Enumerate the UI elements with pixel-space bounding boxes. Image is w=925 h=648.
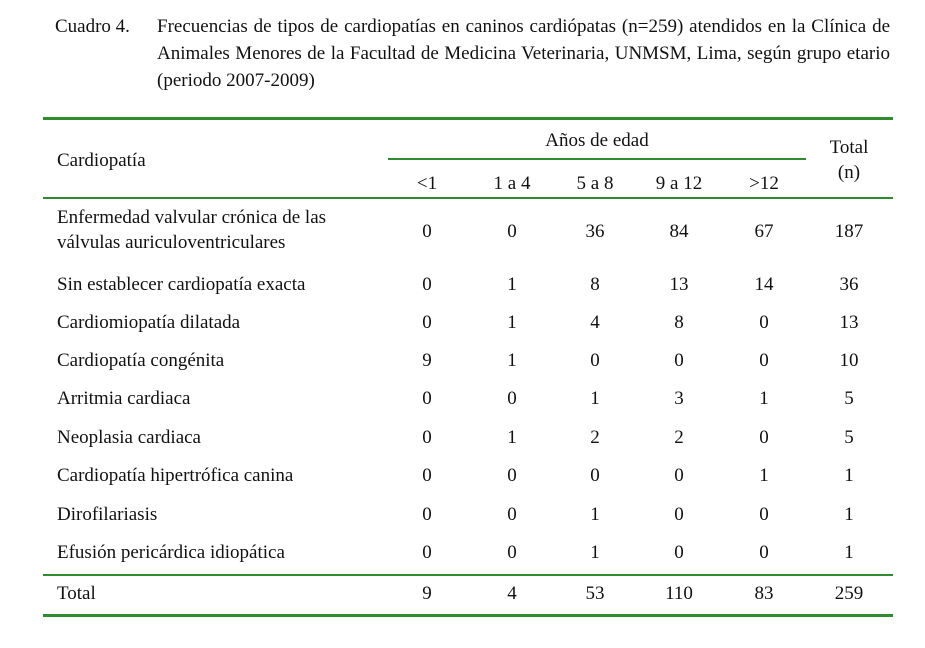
table-cell: 13	[669, 274, 689, 295]
table-cell: 1	[590, 388, 600, 409]
table-cell: 0	[590, 465, 600, 486]
total-cell: 83	[754, 583, 774, 604]
table-cell: 1	[759, 465, 769, 486]
age-group-header: Años de edad	[545, 130, 649, 151]
total-header-unit: (n)	[837, 162, 861, 183]
grand-total-cell: 259	[834, 583, 864, 604]
table-cell: 0	[590, 350, 600, 371]
table-cell: 84	[669, 221, 689, 242]
row-name: Neoplasia cardiaca	[57, 427, 201, 448]
table-cell: 0	[759, 427, 769, 448]
table-cell: 0	[507, 465, 517, 486]
header-bottom-rule	[43, 197, 893, 199]
row-name: Efusión pericárdica idiopática	[57, 542, 285, 563]
table-bottom-rule	[43, 614, 893, 617]
table-cell: 0	[759, 312, 769, 333]
row-name: Sin establecer cardiopatía exacta	[57, 274, 306, 295]
table-cell: 0	[507, 221, 517, 242]
table-cell: 1	[507, 312, 517, 333]
table-cell-total: 5	[844, 388, 854, 409]
table-cell: 0	[422, 542, 432, 563]
total-cell: 9	[422, 583, 432, 604]
table-cell: 0	[674, 350, 684, 371]
table-cell-total: 5	[844, 427, 854, 448]
table-cell-total: 10	[839, 350, 859, 371]
table-cell-total: 1	[844, 465, 854, 486]
table-cell: 1	[507, 274, 517, 295]
table-cell: 0	[759, 350, 769, 371]
total-cell: 53	[585, 583, 605, 604]
table-cell: 9	[422, 350, 432, 371]
table-cell-total: 1	[844, 542, 854, 563]
table-cell: 0	[422, 427, 432, 448]
table-cell-total: 187	[834, 221, 864, 242]
table-top-rule	[43, 117, 893, 120]
table-cell: 0	[422, 388, 432, 409]
table-cell: 0	[422, 504, 432, 525]
table-cell: 67	[754, 221, 774, 242]
table-cell: 0	[507, 388, 517, 409]
total-cell: 110	[665, 583, 693, 604]
caption-text: Frecuencias de tipos de cardiopatías en caninos cardiópatas (n=259) atendidos en la Clínica de Animales Menores de la Facultad de Medicina Veterinaria, UNMSM, Lima, según grupo etario (periodo 2007-2009)	[157, 16, 890, 91]
row-name: Cardiopatía congénita	[57, 350, 225, 371]
total-separator-rule	[43, 574, 893, 576]
total-cell: 4	[507, 583, 517, 604]
table-cell: 0	[422, 274, 432, 295]
row-name: Cardiomiopatía dilatada	[57, 312, 241, 333]
age-group-lt1: <1	[416, 173, 438, 194]
table-cell: 2	[590, 427, 600, 448]
table-cell: 1	[507, 427, 517, 448]
table-cell-total: 1	[844, 504, 854, 525]
table-cell: 0	[422, 465, 432, 486]
table-cell: 4	[590, 312, 600, 333]
table-cell: 0	[422, 312, 432, 333]
row-name: Arritmia cardiaca	[57, 388, 191, 409]
table-cell: 0	[422, 221, 432, 242]
table-cell: 1	[759, 388, 769, 409]
table-cell: 3	[674, 388, 684, 409]
age-group-gt12: >12	[749, 173, 779, 194]
table-cell: 0	[759, 542, 769, 563]
row-name: Cardiopatía hipertrófica canina	[57, 465, 294, 486]
table-cell: 0	[674, 504, 684, 525]
table-cell-total: 13	[839, 312, 859, 333]
total-header: Total	[829, 137, 869, 158]
row-name-continued: válvulas auriculoventriculares	[57, 232, 286, 253]
table-cell: 1	[590, 542, 600, 563]
age-group-5-8: 5 a 8	[576, 173, 614, 194]
total-row-label: Total	[57, 583, 96, 604]
row-name: Enfermedad valvular crónica de las	[57, 207, 327, 228]
table-cell: 0	[507, 504, 517, 525]
age-group-9-12: 9 a 12	[655, 173, 703, 194]
row-header-cardiopatia: Cardiopatía	[57, 150, 146, 171]
table-cell: 0	[759, 504, 769, 525]
table-cell: 2	[674, 427, 684, 448]
table-cell: 8	[674, 312, 684, 333]
table-cell: 8	[590, 274, 600, 295]
table-cell: 0	[674, 542, 684, 563]
table-cell: 14	[754, 274, 774, 295]
age-group-rule	[388, 158, 806, 160]
table-cell: 1	[590, 504, 600, 525]
table-cell: 36	[585, 221, 605, 242]
table-cell: 1	[507, 350, 517, 371]
caption-label: Cuadro 4.	[55, 16, 130, 37]
age-group-1-4: 1 a 4	[493, 173, 531, 194]
table-caption	[55, 13, 890, 94]
row-name: Dirofilariasis	[57, 504, 158, 525]
table-cell-total: 36	[839, 274, 859, 295]
table-cell: 0	[674, 465, 684, 486]
table-cell: 0	[507, 542, 517, 563]
